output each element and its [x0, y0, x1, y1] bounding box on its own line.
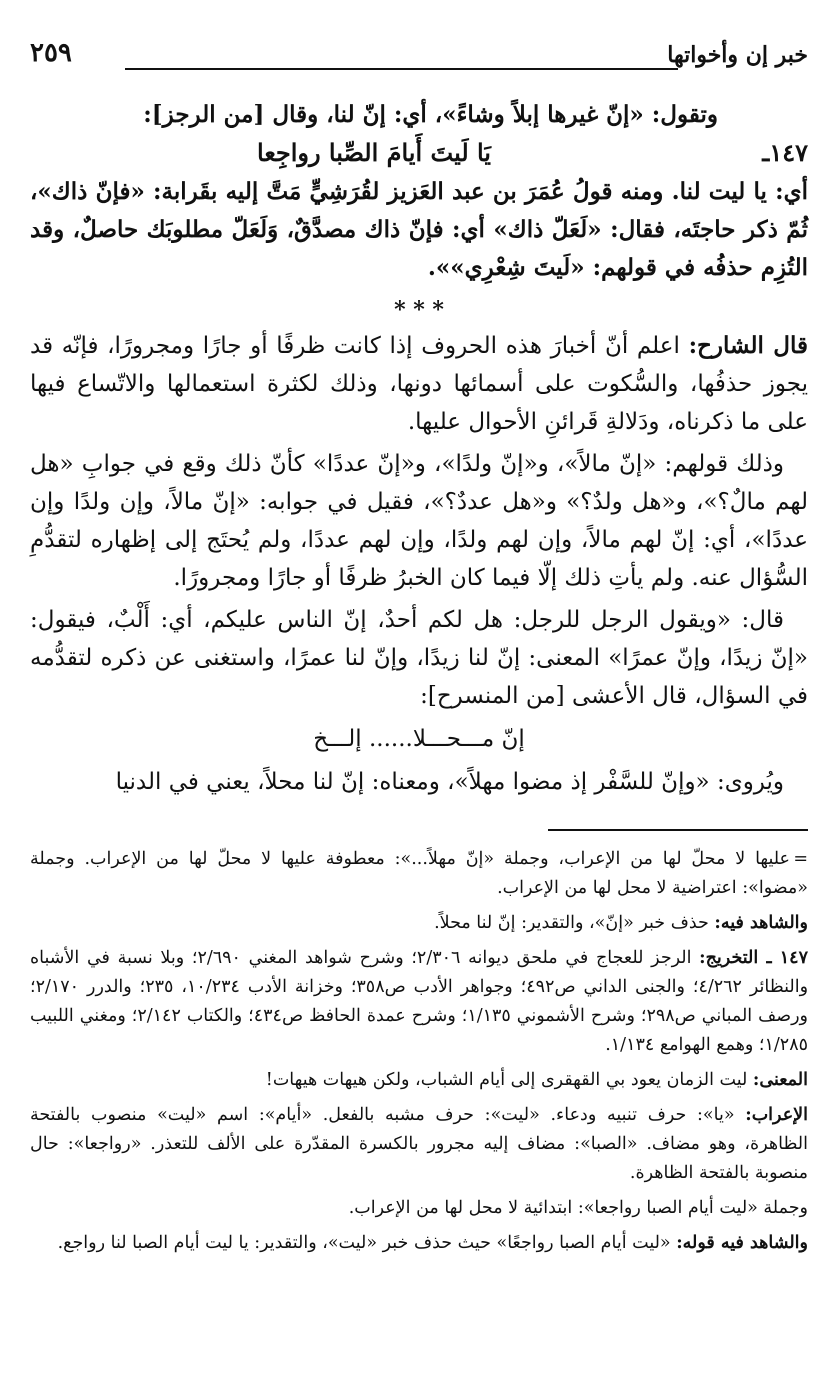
running-header	[30, 32, 808, 84]
verse-number: ١٤٧ـ	[762, 138, 808, 167]
parsing-label: الإعراب:	[745, 1105, 808, 1125]
page-number: ٢٥٩	[30, 38, 80, 68]
footnote-sentence: وجملة «ليت أيام الصبا رواجعا»: ابتدائية لا محل لها من الإعراب.	[348, 1198, 808, 1218]
evidence-text-2: «ليت أيام الصبا رواجعًا» حيث حذف خبر «ليت»، والتقدير: يا ليت أيام الصبا لنا رواجع.	[57, 1233, 677, 1253]
takhrij-text: الرجز للعجاج في ملحق ديوانه ٢/٣٠٦؛ وشرح شواهد المغني ٢/٦٩٠؛ وبلا نسبة في الأشباه والنظائر ٤/٢٦٢؛ والجنى الداني ص٤٩٢؛ وجواهر الأدب ص٣٥٨؛ وخزانة الأدب ١٠/٢٣٤، ٢٣٥؛ والدرر ٢/١٧٠؛ ورصف المباني ص٢٩٨؛ وشرح الأشموني ١/١٣٥؛ وشرح عمدة الحافظ ص٤٣٤؛ والكتاب ٢/١٤٢؛ ومغني اللبيب ١/٢٨٥؛ وهمع الهوامع ١/١٣٤.	[30, 948, 809, 1055]
book-page	[30, 32, 808, 1352]
paragraph-2-text: اعلم أنّ أخبارَ هذه الحروف إذا كانت ظرفًا أو جارًا ومجرورًا، فإنّه قد يجوز حذفُها، والسُّكوت على أسمائها دونها، وذلك لكثرة استعمالها والاتّساع فيها على ما ذكرناه، ودَلالةِ قَرائنِ الأحوال عليها.	[30, 333, 808, 435]
footnote-continuation	[30, 845, 808, 903]
paragraph-2	[30, 327, 808, 441]
paragraph-5: ويُروى: «وإنّ للسَّفْر إذ مضوا مهلاً»، ومعناه: إنّ لنا محلاً، يعني في الدنيا	[115, 769, 784, 795]
evidence-text-1: حذف خبر «إنّ»، والتقدير: إنّ لنا محلاً.	[434, 913, 715, 933]
footnote-evidence-2	[30, 1229, 808, 1258]
continuation-mark: =	[793, 849, 808, 869]
footnote-evidence-1	[30, 909, 808, 938]
meaning-text: ليت الزمان يعود بي القهقرى إلى أيام الشباب، ولكن هيهات هيهات!	[265, 1070, 753, 1090]
footnote-meaning	[30, 1066, 808, 1095]
paragraph-1: أي: يا ليت لنا. ومنه قولُ عُمَرَ بن عبد العَزيز لقُرَشِيٍّ مَتَّ إليه بقَرابة: «فإنّ ذاك»، ثُمّ ذكر حاجتَه، فقال: «لَعَلّ ذاك» أي: فإنّ ذاك مصدَّقٌ، وَلَعَلّ مطلوبَك حاصلٌ، وقد التُزِم حذفُه في قولهم: «لَيتَ شِعْرِي»».	[30, 178, 808, 281]
commentator-label: قال الشارح:	[688, 332, 808, 359]
header-rule	[125, 68, 678, 70]
paragraph-4: قال: «ويقول الرجل للرجل: هل لكم أحدٌ، إنّ الناس عليكم، أي: أَلْبٌ، فيقول: «إنّ زيدًا، وإنّ عمرًا» المعنى: إنّ لنا زيدًا، وإنّ لنا عمرًا، واستغنى عن ذكره لتقدُّمه في السؤال، قال الأعشى [من المنسرح]:	[30, 607, 808, 709]
section-separator: * * *	[394, 297, 444, 323]
main-text	[30, 96, 808, 801]
evidence-label-2: والشاهد فيه قوله:	[676, 1233, 808, 1253]
evidence-label-1: والشاهد فيه:	[714, 913, 808, 933]
footnote-parsing	[30, 1101, 808, 1188]
parsing-text: «يا»: حرف تنبيه ودعاء. «ليت»: حرف مشبه بالفعل. «أيام»: اسم «ليت» منصوب بالفتحة الظاهرة، وهو مضاف. «الصبا»: مضاف إليه مجرور بالكسرة المقدّرة على الألف للتعذر. «رواجعا»: حال منصوبة بالفتحة الظاهرة.	[30, 1105, 808, 1183]
paragraph-3: وذلك قولهم: «إنّ مالاً»، و«إنّ ولدًا»، و«إنّ عددًا» كأنّ ذلك وقع في جوابِ «هل لهم مالٌ؟»، و«هل ولدٌ؟» و«هل عددٌ؟»، فقيل في جوابه: «إنّ مالاً، وإن ولدًا وإن عددًا»، أي: إنّ لهم مالاً، وإن لهم ولدًا، وإن لهم عددًا، ولم يُحتَج إلى إظهاره لتقدُّمِ السُّؤال عنه. ولم يأتِ ذلك إلّا فيما كان الخبرُ ظرفًا أو جارًا ومجرورًا.	[30, 451, 808, 591]
footnote-rule	[548, 829, 808, 831]
footnotes	[30, 845, 808, 1258]
meaning-label: المعنى:	[752, 1070, 808, 1090]
running-title: خبر إن وأخواتها	[657, 42, 808, 68]
verse-line	[30, 138, 808, 167]
footnote-takhrij	[30, 944, 808, 1060]
takhrij-label: ١٤٧ ـ التخريج:	[699, 948, 808, 968]
verse-text: يَا لَيتَ أَيامَ الصِّبا رواجِعا	[257, 138, 491, 167]
footnote-continuation-text: عليها لا محلّ لها من الإعراب، وجملة «إنّ مهلاً...»: معطوفة عليها لا محلّ لها من الإعراب. وجملة «مضوا»: اعتراضية لا محل لها من الإعراب.	[30, 849, 808, 898]
intro-paragraph: وتقول: «إنّ غيرها إبلاً وشاءً»، أي: إنّ لنا، وقال [من الرجز]:	[143, 101, 718, 128]
hemistich: إنّ مـــحـــلا...... إلـــخ	[313, 726, 525, 752]
